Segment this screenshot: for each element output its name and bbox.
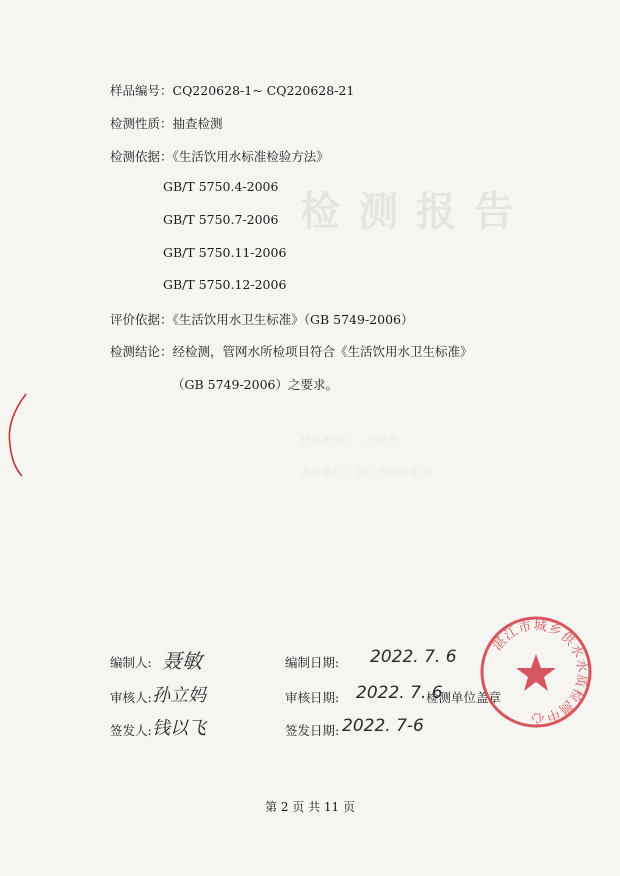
reviewer-signature: 孙立妈 xyxy=(152,685,206,706)
review-date: 2022. 7. 6 xyxy=(356,683,443,703)
issuer-label: 签发人: xyxy=(110,723,152,738)
issue-date-label: 签发日期: xyxy=(285,723,340,738)
compile-date: 2022. 7. 6 xyxy=(370,647,457,667)
test-nature: 检测性质：抽查检测 xyxy=(110,116,223,131)
test-basis: 检测依据：《生活饮用水标准检验方法》 xyxy=(110,149,329,164)
bleed-through-title: 检测报告 xyxy=(300,188,532,235)
issuer-signature: 钱以飞 xyxy=(152,718,206,739)
margin-mark-icon xyxy=(0,390,30,480)
official-seal-icon xyxy=(478,614,594,730)
sample-number: 样品编号：CQ220628-1~ CQ220628-21 xyxy=(110,83,355,98)
compiled-by-signature: 聂敏 xyxy=(162,649,202,673)
conclusion: 检测结论：经检测，管网水所检项目符合《生活饮用水卫生标准》 xyxy=(110,344,473,359)
svg-text:湛江市城乡供水水质检测中心: 湛江市城乡供水水质检测中心 xyxy=(490,618,590,726)
page-number: 第 2 页 共 11 页 xyxy=(265,800,355,814)
standard-item: GB/T 5750.11-2006 xyxy=(163,245,287,260)
standard-item: GB/T 5750.12-2006 xyxy=(163,277,287,292)
compiled-by-label: 编制人: xyxy=(110,655,152,670)
review-date-label: 审核日期: xyxy=(285,690,340,705)
standard-item: GB/T 5750.7-2006 xyxy=(163,212,279,227)
bleed-through-line: 委托单位：湛江市城乡供水 xyxy=(300,466,432,479)
conclusion-continued: （GB 5749-2006）之要求。 xyxy=(172,377,338,392)
evaluation-basis: 评价依据：《生活饮用水卫生标准》（GB 5749-2006） xyxy=(110,312,414,327)
compile-date-label: 编制日期: xyxy=(285,655,340,670)
issue-date: 2022. 7-6 xyxy=(342,716,424,736)
unit-seal-label: 检测单位盖章 xyxy=(426,690,502,705)
standard-item: GB/T 5750.4-2006 xyxy=(163,179,279,194)
reviewer-label: 审核人: xyxy=(110,690,152,705)
bleed-through-line: 样品类别：二次供水 xyxy=(300,434,399,447)
